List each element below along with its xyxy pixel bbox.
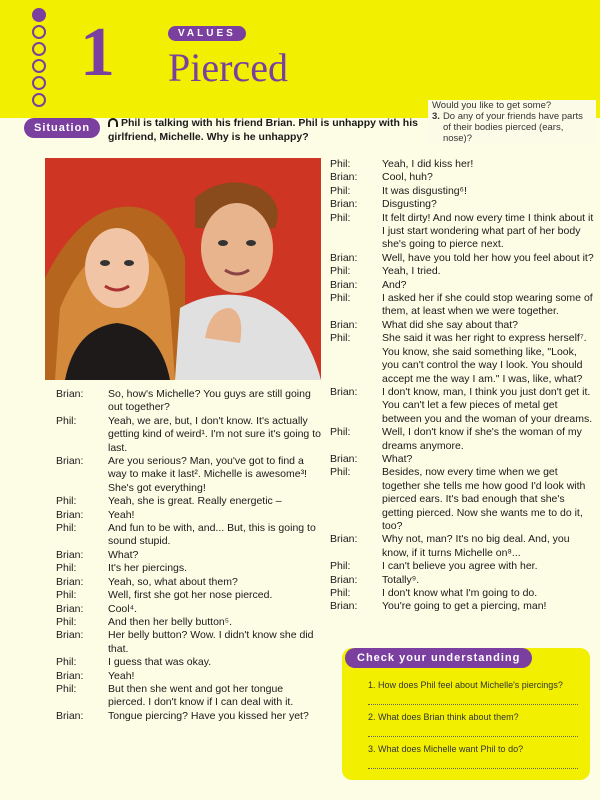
question-3: 3. What does Michelle want Phil to do? [368, 744, 524, 754]
speech-text: What did she say about that? [382, 318, 519, 331]
dialogue-line [330, 198, 596, 211]
photo-phil-and-michelle [45, 158, 321, 380]
speaker-name: Phil: [330, 466, 351, 479]
speaker-name: Brian: [330, 452, 358, 465]
speech-text: Yeah, I tried. [382, 265, 441, 278]
speech-text: Yeah! [108, 669, 135, 682]
speaker-name: Brian: [56, 508, 84, 521]
dialogue-line [330, 453, 596, 466]
speech-text: She said it was her right to express herself⁷. You know, she said something like, "Look, you can't control the way I look. You should accept me the way I am." I was, like, what? [382, 332, 587, 385]
speaker-name: Phil: [330, 158, 351, 170]
dot-icon [32, 59, 46, 73]
dialogue-line [330, 185, 596, 198]
category-badge: VALUES [168, 26, 246, 41]
decorative-dots [32, 8, 46, 110]
speaker-name: Phil: [56, 562, 77, 575]
situation-text [108, 116, 418, 144]
speech-text: You're going to get a piercing, man! [382, 600, 547, 613]
speaker-name: Brian: [56, 602, 84, 615]
speaker-name: Brian: [330, 318, 358, 331]
dialogue-line [56, 562, 322, 575]
dialogue-line [330, 574, 596, 587]
unit-number: 1 [80, 14, 115, 91]
speech-text: Well, I don't know if she's the woman of my dreams anymore. [382, 426, 582, 452]
dialogue-line [330, 265, 596, 278]
speech-text: And? [382, 278, 407, 291]
speech-text: But then she went and got her tongue pierced. I don't know if I can deal with it. [108, 682, 294, 709]
speaker-name: Brian: [330, 573, 358, 586]
dialogue-line [56, 629, 322, 656]
dialogue-line [56, 549, 322, 562]
dialogue-line [56, 670, 322, 683]
dialogue-line [330, 332, 596, 386]
speaker-name: Phil: [330, 265, 351, 278]
dialogue-line [330, 426, 596, 453]
speaker-name: Phil: [330, 332, 351, 345]
dialogue-line [56, 495, 322, 508]
speaker-name: Phil: [56, 522, 77, 535]
speech-text: Why not, man? It's no big deal. And, you know, if it turns Michelle on⁸... [382, 533, 570, 559]
speaker-name: Phil: [56, 615, 77, 628]
speech-text: Her belly button? Wow. I didn't know she did that. [108, 629, 314, 655]
speech-text: Totally⁹. [382, 573, 420, 586]
speech-text: Yeah, so, what about them? [108, 575, 238, 588]
speaker-name: Brian: [56, 388, 84, 400]
speaker-name: Brian: [56, 455, 84, 468]
speaker-name: Phil: [330, 184, 351, 197]
dot-icon [32, 8, 46, 22]
dialogue-line [330, 600, 596, 613]
dialogue-line [56, 603, 322, 616]
dialogue-line [330, 560, 596, 573]
dialogue-line [56, 522, 322, 549]
page-title: Pierced [168, 45, 288, 90]
speech-text: Cool, huh? [382, 171, 433, 184]
speaker-name: Phil: [56, 589, 77, 602]
speech-text: I can't believe you agree with her. [382, 560, 538, 573]
dialogue-left [56, 388, 322, 723]
dialogue-line [330, 279, 596, 292]
speech-text: Yeah! [108, 508, 135, 521]
dialogue-line [56, 589, 322, 602]
answer-line-1[interactable] [368, 704, 578, 705]
dot-icon [32, 93, 46, 107]
speaker-name: Phil: [56, 414, 77, 427]
speech-text: Tongue piercing? Have you kissed her yet? [108, 709, 309, 722]
headphones-icon [108, 118, 118, 127]
speech-text: I don't know, man, I think you just don't get it. You can't let a few pieces of metal get between you and the woman of your dreams. [382, 385, 593, 425]
speech-text: Well, have you told her how you feel about it? [382, 251, 594, 264]
speaker-name: Brian: [56, 548, 84, 561]
speaker-name: Brian: [330, 171, 358, 184]
speaker-name: Brian: [56, 575, 84, 588]
speech-text: I asked her if she could stop wearing some of them, at least when we were together. [382, 292, 593, 318]
speaker-name: Phil: [330, 211, 351, 224]
discussion-q3-number: 3. [432, 111, 440, 122]
speech-text: What? [382, 452, 413, 465]
dot-icon [32, 42, 46, 56]
dialogue-line [56, 576, 322, 589]
dialogue-line [330, 533, 596, 560]
speaker-name: Phil: [330, 560, 351, 573]
speech-text: Yeah, we are, but, I don't know. It's actually getting kind of weird¹. I'm not sure it's going to last. [108, 414, 321, 454]
dot-icon [32, 76, 46, 90]
speech-text: Well, first she got her nose pierced. [108, 589, 273, 602]
dialogue-line [56, 656, 322, 669]
speech-text: And then her belly button⁵. [108, 615, 233, 628]
speaker-name: Brian: [56, 669, 84, 682]
speech-text: What? [108, 548, 139, 561]
dialogue-line [330, 466, 596, 533]
dialogue-line [330, 171, 596, 184]
dot-icon [32, 25, 46, 39]
speech-text: I don't know what I'm going to do. [382, 587, 538, 599]
speech-text: I guess that was okay. [108, 656, 212, 669]
speech-text: It was disgusting⁶! [382, 184, 467, 197]
dialogue-line [56, 683, 322, 710]
dialogue-line [330, 158, 596, 171]
speech-text: It felt dirty! And now every time I think about it I just start wondering what part of her body she's going to pierce next. [382, 211, 594, 251]
discussion-q3-text: Do any of your friends have parts of their bodies pierced (ears, nose)? [442, 111, 583, 144]
speaker-name: Brian: [330, 251, 358, 264]
speaker-name: Phil: [56, 682, 77, 695]
speech-text: Are you serious? Man, you've got to find a way to make it last². Michelle is awesome³! She's got everything! [108, 455, 307, 494]
situation-badge: Situation [24, 118, 100, 138]
answer-line-2[interactable] [368, 736, 578, 737]
dialogue-line [56, 415, 322, 455]
speaker-name: Brian: [330, 198, 358, 211]
speech-text: Cool⁴. [108, 602, 138, 615]
speech-text: So, how's Michelle? You guys are still going out together? [108, 388, 311, 414]
speaker-name: Phil: [330, 292, 351, 305]
speaker-name: Phil: [56, 656, 77, 669]
dialogue-line [56, 388, 322, 415]
speaker-name: Brian: [330, 600, 358, 613]
question-2: 2. What does Brian think about them? [368, 712, 519, 722]
dialogue-line [330, 252, 596, 265]
speaker-name: Brian: [56, 629, 84, 642]
speaker-name: Brian: [330, 385, 358, 398]
dialogue-line [330, 386, 596, 426]
dialogue-line [56, 509, 322, 522]
answer-line-3[interactable] [368, 768, 578, 769]
photo-illustration [45, 158, 321, 380]
dialogue-right [330, 158, 596, 614]
discussion-q2-tail: Would you like to get some? [432, 100, 552, 111]
speaker-name: Brian: [330, 533, 358, 546]
dialogue-line [56, 616, 322, 629]
speaker-name: Brian: [56, 709, 84, 722]
speaker-name: Brian: [330, 278, 358, 291]
discussion-questions [428, 100, 596, 144]
dialogue-line [330, 212, 596, 252]
speaker-name: Phil: [56, 495, 77, 508]
check-understanding-badge: Check your understanding [345, 648, 532, 668]
speech-text: Besides, now every time when we get together she tells me how good I'd look with pierced ears. It's bad enough that she's getting pierced. Now she wants me to do it, too? [382, 466, 586, 532]
speaker-name: Phil: [330, 587, 351, 599]
dialogue-line [56, 710, 322, 723]
question-1: 1. How does Phil feel about Michelle's piercings? [368, 680, 563, 690]
speech-text: Yeah, I did kiss her! [382, 158, 474, 170]
speaker-name: Phil: [330, 426, 351, 439]
situation-description: Phil is talking with his friend Brian. Phil is unhappy with his girlfriend, Michelle. Why is he unhappy? [108, 117, 418, 143]
dialogue-line [330, 587, 596, 600]
speech-text: It's her piercings. [108, 562, 188, 575]
speech-text: Disgusting? [382, 198, 437, 211]
speech-text: And fun to be with, and... But, this is going to sound stupid. [108, 522, 316, 548]
dialogue-line [56, 455, 322, 495]
speech-text: Yeah, she is great. Really energetic – [108, 495, 282, 508]
dialogue-line [330, 319, 596, 332]
dialogue-line [330, 292, 596, 319]
